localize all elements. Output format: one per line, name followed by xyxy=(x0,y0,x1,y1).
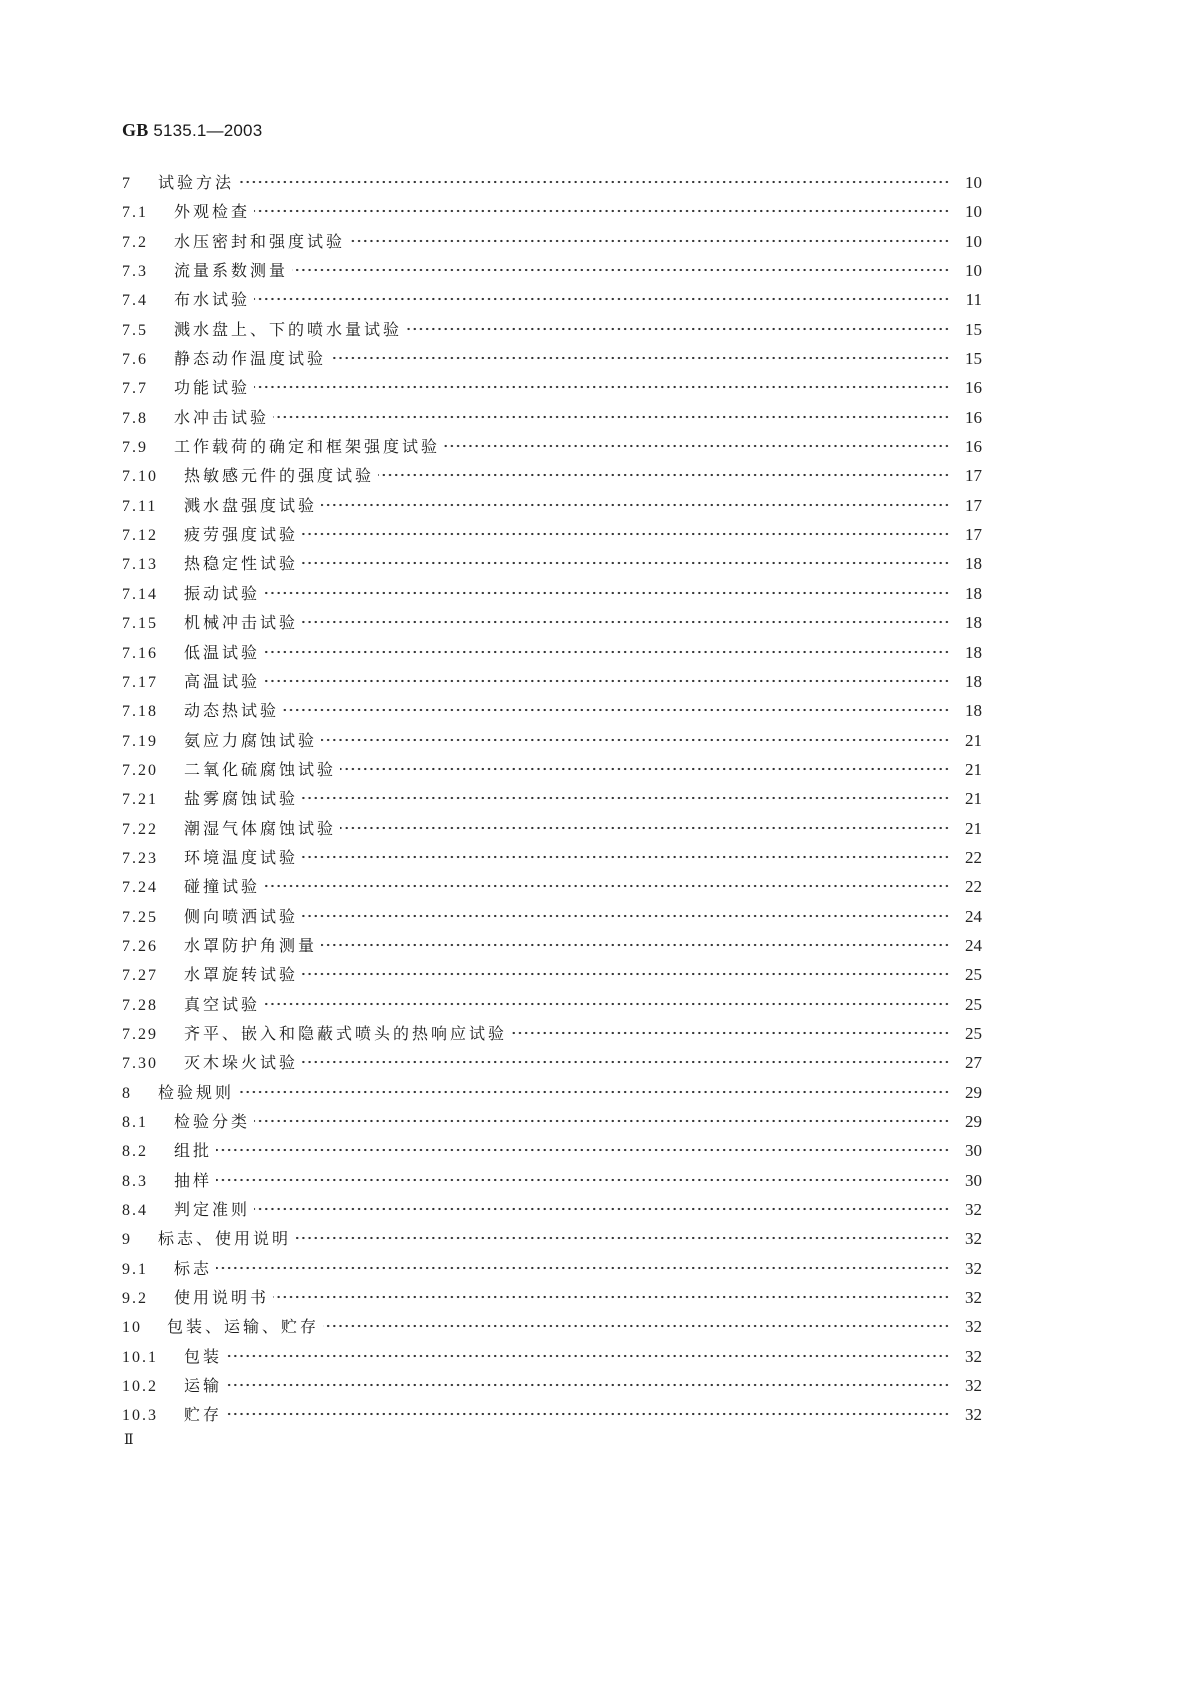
toc-entry-number: 7.3 xyxy=(122,263,148,281)
toc-entry-number: 7.21 xyxy=(122,791,158,809)
toc-entry-page: 27 xyxy=(965,1053,982,1073)
toc-entry-page: 21 xyxy=(965,759,982,779)
dot-leader xyxy=(226,1412,950,1416)
toc-entry-title: 工作载荷的确定和框架强度试验 xyxy=(174,437,441,457)
toc-entry-page: 32 xyxy=(965,1229,982,1249)
toc-entry-number: 7.28 xyxy=(122,996,158,1014)
toc-entry[interactable] xyxy=(122,872,982,901)
toc-entry-number: 8.4 xyxy=(122,1202,148,1220)
toc-entry-title: 氨应力腐蚀试验 xyxy=(184,730,318,750)
toc-entry-title: 潮湿气体腐蚀试验 xyxy=(184,818,337,838)
toc-entry-page: 18 xyxy=(965,642,982,662)
toc-entry-page: 24 xyxy=(965,935,982,955)
toc-entry-page: 25 xyxy=(965,1023,982,1043)
toc-entry-number: 7.11 xyxy=(122,497,158,515)
toc-entry-number: 10 xyxy=(122,1319,142,1337)
dot-leader xyxy=(444,444,950,448)
dot-leader xyxy=(302,532,950,536)
toc-entry-title: 水罩旋转试验 xyxy=(184,965,299,985)
toc-entry-page: 25 xyxy=(965,994,982,1014)
standard-prefix: GB xyxy=(122,120,149,140)
dot-leader xyxy=(302,620,950,624)
dot-leader xyxy=(323,1324,950,1328)
toc-entry-number: 7.29 xyxy=(122,1025,158,1043)
toc-entry-number: 7.18 xyxy=(122,703,158,721)
toc-entry-page: 32 xyxy=(965,1405,982,1425)
dot-leader xyxy=(295,1236,950,1240)
toc-entry-title: 环境温度试验 xyxy=(184,847,299,867)
toc-entry[interactable] xyxy=(122,579,982,608)
toc-entry-title: 贮存 xyxy=(184,1405,223,1425)
dot-leader xyxy=(273,415,950,419)
toc-entry[interactable] xyxy=(122,638,982,667)
toc-entry[interactable] xyxy=(122,227,982,256)
toc-entry-number: 10.2 xyxy=(122,1378,158,1396)
toc-entry[interactable] xyxy=(122,902,982,931)
toc-entry-title: 溅水盘上、下的喷水量试验 xyxy=(174,319,403,339)
toc-entry-title: 运输 xyxy=(184,1376,223,1396)
toc-entry-title: 布水试验 xyxy=(174,290,251,310)
toc-entry-page: 10 xyxy=(965,261,982,281)
toc-entry-number: 8.3 xyxy=(122,1172,148,1190)
toc-entry[interactable] xyxy=(122,1371,982,1400)
toc-entry[interactable] xyxy=(122,960,982,989)
toc-entry-page: 25 xyxy=(965,965,982,985)
toc-entry-number: 7.2 xyxy=(122,233,148,251)
toc-entry-number: 7.5 xyxy=(122,321,148,339)
toc-entry[interactable] xyxy=(122,1019,982,1048)
toc-entry-page: 16 xyxy=(965,378,982,398)
dot-leader xyxy=(226,1383,950,1387)
toc-entry-title: 包装 xyxy=(184,1346,223,1366)
toc-entry-page: 10 xyxy=(965,202,982,222)
toc-entry-number: 7.15 xyxy=(122,615,158,633)
document-header xyxy=(122,120,262,141)
toc-entry[interactable] xyxy=(122,403,982,432)
toc-entry-title: 包装、运输、贮存 xyxy=(167,1317,320,1337)
toc-entry-page: 30 xyxy=(965,1170,982,1190)
dot-leader xyxy=(226,1354,950,1358)
toc-entry-page: 22 xyxy=(965,847,982,867)
toc-entry-title: 标志 xyxy=(174,1258,213,1278)
toc-entry-page: 21 xyxy=(965,789,982,809)
toc-entry[interactable] xyxy=(122,1136,982,1165)
toc-entry-title: 水压密封和强度试验 xyxy=(174,231,346,251)
toc-entry-title: 低温试验 xyxy=(184,642,261,662)
toc-entry-number: 8.2 xyxy=(122,1143,148,1161)
dot-leader xyxy=(292,268,950,272)
toc-entry-title: 振动试验 xyxy=(184,583,261,603)
toc-entry-number: 7.25 xyxy=(122,908,158,926)
toc-entry[interactable] xyxy=(122,285,982,314)
standard-code: 5135.1—2003 xyxy=(148,121,263,140)
toc-entry-page: 18 xyxy=(965,671,982,691)
dot-leader xyxy=(216,1266,950,1270)
toc-entry-page: 10 xyxy=(965,231,982,251)
toc-entry-title: 试验方法 xyxy=(158,173,235,192)
toc-entry-page: 17 xyxy=(965,495,982,515)
toc-entry[interactable] xyxy=(122,1342,982,1371)
toc-entry-title: 组批 xyxy=(174,1141,213,1161)
toc-entry-title: 疲劳强度试验 xyxy=(184,525,299,545)
toc-entry-title: 静态动作温度试验 xyxy=(174,349,327,369)
toc-entry-page: 32 xyxy=(965,1346,982,1366)
toc-entry-number: 7.22 xyxy=(122,820,158,838)
toc-entry-number: 7.6 xyxy=(122,351,148,369)
dot-leader xyxy=(340,826,950,830)
toc-entry-number: 7.4 xyxy=(122,292,148,310)
dot-leader xyxy=(283,708,950,712)
toc-entry-title: 判定准则 xyxy=(174,1200,251,1220)
toc-entry-page: 30 xyxy=(965,1141,982,1161)
toc-entry-title: 灭木垛火试验 xyxy=(184,1053,299,1073)
toc-entry-page: 29 xyxy=(965,1112,982,1131)
dot-leader xyxy=(302,972,950,976)
toc-entry[interactable] xyxy=(122,549,982,578)
dot-leader xyxy=(302,855,950,859)
dot-leader xyxy=(254,385,950,389)
toc-entry-number: 9 xyxy=(122,1231,132,1249)
dot-leader xyxy=(302,914,950,918)
toc-entry[interactable] xyxy=(122,520,982,549)
toc-entry[interactable] xyxy=(122,1048,982,1077)
toc-entry-page: 18 xyxy=(965,701,982,721)
toc-entry[interactable] xyxy=(122,1107,982,1136)
dot-leader xyxy=(321,943,950,947)
dot-leader xyxy=(273,1295,950,1299)
toc-entry-number: 7.30 xyxy=(122,1055,158,1073)
toc-entry-number: 7.12 xyxy=(122,527,158,545)
toc-entry-title: 热稳定性试验 xyxy=(184,554,299,574)
toc-entry-page: 22 xyxy=(965,877,982,897)
toc-entry-page: 15 xyxy=(965,319,982,339)
dot-leader xyxy=(254,209,950,213)
toc-entry-title: 溅水盘强度试验 xyxy=(184,495,318,515)
toc-entry-number: 8 xyxy=(122,1084,132,1102)
dot-leader xyxy=(302,1060,950,1064)
toc-entry-title: 使用说明书 xyxy=(174,1288,270,1308)
page-number: Ⅱ xyxy=(124,1433,135,1448)
toc-entry[interactable] xyxy=(122,1254,982,1283)
toc-entry-number: 7.16 xyxy=(122,644,158,662)
toc-entry-number: 7.9 xyxy=(122,439,148,457)
toc-entry[interactable] xyxy=(122,344,982,373)
toc-entry-title: 齐平、嵌入和隐蔽式喷头的热响应试验 xyxy=(184,1023,508,1043)
toc-entry-title: 机械冲击试验 xyxy=(184,613,299,633)
toc-entry[interactable] xyxy=(122,843,982,872)
toc-entry-title: 动态热试验 xyxy=(184,701,280,721)
toc-entry-page: 18 xyxy=(965,613,982,633)
toc-entry[interactable] xyxy=(122,814,982,843)
dot-leader xyxy=(340,767,950,771)
toc-entry-number: 7.27 xyxy=(122,967,158,985)
toc-entry-number: 7.7 xyxy=(122,380,148,398)
toc-entry[interactable] xyxy=(122,1283,982,1312)
toc-entry-title: 真空试验 xyxy=(184,994,261,1014)
toc-entry-title: 水冲击试验 xyxy=(174,407,270,427)
dot-leader xyxy=(378,473,950,477)
toc-entry-number: 10.1 xyxy=(122,1348,158,1366)
toc-entry-title: 功能试验 xyxy=(174,378,251,398)
toc-entry-title: 热敏感元件的强度试验 xyxy=(184,466,375,486)
toc-entry-title: 侧向喷洒试验 xyxy=(184,906,299,926)
toc-entry[interactable] xyxy=(122,197,982,226)
toc-entry-number: 7.1 xyxy=(122,204,148,222)
dot-leader xyxy=(264,1002,950,1006)
toc-entry-page: 18 xyxy=(965,554,982,574)
dot-leader xyxy=(511,1031,950,1035)
dot-leader xyxy=(330,356,950,360)
toc-entry-number: 9.1 xyxy=(122,1260,148,1278)
toc-entry-page: 17 xyxy=(965,525,982,545)
toc-entry-number: 7.19 xyxy=(122,732,158,750)
toc-entry[interactable] xyxy=(122,726,982,755)
toc-entry-title: 流量系数测量 xyxy=(174,261,289,281)
toc-entry[interactable] xyxy=(122,696,982,725)
toc-entry-title: 碰撞试验 xyxy=(184,877,261,897)
toc-entry-number: 7 xyxy=(122,175,132,192)
dot-leader xyxy=(302,561,950,565)
toc-entry[interactable] xyxy=(122,755,982,784)
toc-entry[interactable] xyxy=(122,990,982,1019)
toc-entry-number: 7.14 xyxy=(122,585,158,603)
toc-entry[interactable] xyxy=(122,1224,982,1253)
toc-entry-title: 外观检查 xyxy=(174,202,251,222)
toc-entry-page: 16 xyxy=(965,437,982,457)
toc-entry-number: 7.24 xyxy=(122,879,158,897)
toc-entry[interactable] xyxy=(122,784,982,813)
toc-entry-number: 7.10 xyxy=(122,468,158,486)
toc-entry[interactable] xyxy=(122,931,982,960)
toc-entry-title: 盐雾腐蚀试验 xyxy=(184,789,299,809)
dot-leader xyxy=(264,591,950,595)
toc-entry-page: 21 xyxy=(965,818,982,838)
toc-entry-title: 标志、使用说明 xyxy=(158,1229,292,1249)
dot-leader xyxy=(264,650,950,654)
toc-entry-number: 7.26 xyxy=(122,937,158,955)
dot-leader xyxy=(349,239,950,243)
dot-leader xyxy=(264,884,950,888)
toc-entry-page: 10 xyxy=(965,173,982,192)
toc-entry[interactable] xyxy=(122,315,982,344)
table-of-contents xyxy=(122,168,982,1430)
dot-leader xyxy=(254,1207,950,1211)
toc-entry-page: 16 xyxy=(965,407,982,427)
dot-leader xyxy=(254,1119,950,1123)
toc-entry-page: 32 xyxy=(965,1376,982,1396)
dot-leader xyxy=(321,503,950,507)
toc-entry[interactable] xyxy=(122,1078,982,1107)
toc-entry[interactable] xyxy=(122,1312,982,1341)
toc-entry-page: 15 xyxy=(965,349,982,369)
toc-entry-number: 7.13 xyxy=(122,556,158,574)
dot-leader xyxy=(254,297,950,301)
toc-entry-number: 10.3 xyxy=(122,1407,158,1425)
toc-entry-title: 高温试验 xyxy=(184,671,261,691)
toc-entry[interactable] xyxy=(122,461,982,490)
toc-entry-title: 二氧化硫腐蚀试验 xyxy=(184,759,337,779)
toc-entry-page: 32 xyxy=(965,1200,982,1220)
toc-entry[interactable] xyxy=(122,432,982,461)
toc-entry[interactable] xyxy=(122,608,982,637)
dot-leader xyxy=(264,679,950,683)
dot-leader xyxy=(238,180,950,184)
toc-entry-title: 检验规则 xyxy=(158,1082,235,1102)
dot-leader xyxy=(321,738,950,742)
toc-entry-number: 7.23 xyxy=(122,849,158,867)
toc-entry-page: 32 xyxy=(965,1288,982,1308)
dot-leader xyxy=(302,796,950,800)
toc-entry[interactable] xyxy=(122,168,982,197)
dot-leader xyxy=(216,1148,950,1152)
toc-entry-title: 检验分类 xyxy=(174,1112,251,1131)
toc-entry-number: 9.2 xyxy=(122,1290,148,1308)
toc-entry-page: 29 xyxy=(965,1082,982,1102)
toc-entry-page: 21 xyxy=(965,730,982,750)
toc-entry-number: 8.1 xyxy=(122,1114,148,1131)
toc-entry[interactable] xyxy=(122,1195,982,1224)
toc-entry-title: 抽样 xyxy=(174,1170,213,1190)
toc-entry-page: 18 xyxy=(965,583,982,603)
dot-leader xyxy=(406,327,950,331)
toc-entry[interactable] xyxy=(122,1166,982,1195)
toc-entry-page: 11 xyxy=(965,290,982,310)
toc-entry-page: 24 xyxy=(965,906,982,926)
dot-leader xyxy=(216,1178,950,1182)
toc-entry[interactable] xyxy=(122,256,982,285)
toc-entry-number: 7.17 xyxy=(122,673,158,691)
toc-entry-title: 水罩防护角测量 xyxy=(184,935,318,955)
toc-entry[interactable] xyxy=(122,667,982,696)
dot-leader xyxy=(238,1090,950,1094)
toc-entry-page: 32 xyxy=(965,1258,982,1278)
toc-entry-number: 7.8 xyxy=(122,409,148,427)
toc-entry[interactable] xyxy=(122,373,982,402)
toc-entry[interactable] xyxy=(122,1400,982,1429)
toc-entry-number: 7.20 xyxy=(122,761,158,779)
toc-entry-page: 17 xyxy=(965,466,982,486)
toc-entry[interactable] xyxy=(122,491,982,520)
toc-entry-page: 32 xyxy=(965,1317,982,1337)
